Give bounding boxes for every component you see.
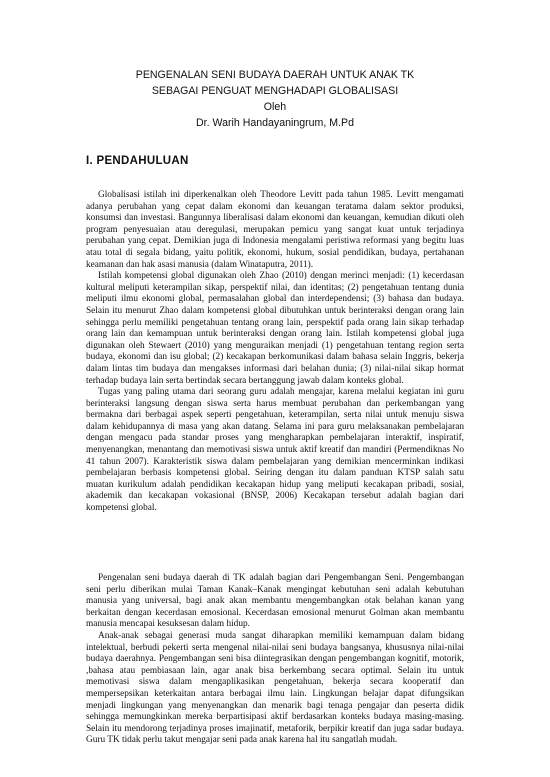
- body-text-block-2: [86, 573, 464, 747]
- body-text-block-1: [86, 190, 464, 515]
- section-heading: I. PENDAHULUAN: [86, 155, 189, 167]
- paragraph: Anak-anak sebagai generasi muda sangat diharapkan memiliki kemampuan dalam bidang intelektual, berbudi pekerti serta mengenal nilai-nilai seni budaya bangsanya, khususnya nilai-nilai budaya daerahnya. Pengembangan seni bisa diintegrasikan dengan pengembangan kognitif, motorik, ,bahasa atau pembiasaan lain, agar anak bisa berkembang secara optimal. Selain itu untuk memotivasi siswa dalam mengaplikasikan pengetahuan, bekerja secara kooperatif dan mempersepsikan keterkaitan antara berbagai ilmu lain. Lingkungan belajar dapat difungsikan menjadi lingkungan yang menyenangkan dan menarik bagi tenaga pengajar dan peserta didik sehingga memungkinkan mereka berpartisipasi aktif berdasarkan konteks budaya masing-masing. Selain itu mendorong terjadinya proses imajinatif, metaforik, berpikir kreatif dan juga sadar budaya. Guru TK tidak perlu takut mengajar seni pada anak karena hal itu sangatlah mudah.: [86, 630, 464, 746]
- paragraph: Tugas yang paling utama dari seorang guru adalah mengajar, karena melalui kegiatan ini guru berinteraksi langsung dengan siswa serta harus membuat perubahan dan perkembangan yang bermakna dari berbagai aspek seperti pengetahuan, keterampilan, serta nilai untuk menuju siswa dalam kehidupannya di masa yang akan datang. Selama ini para guru melaksanakan pembelajaran dengan mengacu pada standar proses yang mengharapkan pembelajaran interaktif, inspiratif, menyenangkan, menantang dan memotivasi siswa untuk aktif kreatif dan mandiri (Permendiknas No 41 tahun 2007). Karakteristik siswa dalam pembelajaran yang demikian mencerminkan indikasi pembelajaran berbasis kompetensi global. Seiring dengan itu dalam panduan KTSP salah satu muatan kurikulum adalah pendidikan kecakapan hidup yang meliputi kecakapan pribadi, sosial, akademik dan kecakapan vokasional (BNSP, 2006) Kecakapan tersebut adalah bagian dari kompetensi global.: [86, 387, 464, 514]
- paragraph: Pengenalan seni budaya daerah di TK adalah bagian dari Pengembangan Seni. Pengembangan seni perlu diberikan mulai Taman Kanak–Kanak mengingat kebutuhan seni adalah kebutuhan manusia yang universal, bagi anak akan membantu mengembangkan otak belahan kanan yang berkaitan dengan kecerdasan emosional. Kecerdasan emosional menurut Golman akan membantu manusia mencapai kesuksesan dalam hidup.: [86, 573, 464, 630]
- paper-title-line-1: PENGENALAN SENI BUDAYA DAERAH UNTUK ANAK TK: [135, 69, 415, 81]
- paragraph: Istilah kompetensi global digunakan oleh Zhao (2010) dengan merinci menjadi: (1) kecerdasan kultural meliputi keterampilan sikap, perspektif nilai, dan identitas; (2) pengetahuan tentang dunia meliputi ilmu ekonomi global, permasalahan global dan interdependensi; (3) bahasa dan budaya. Selain itu menurut Zhao dalam kompetensi global dibutuhkan untuk berinteraksi dengan orang lain sehingga perlu memiliki pengetahuan tentang orang lain, perspektif pada orang lain sikap terhadap orang lain dan kemampuan untuk berinteraksi dengan orang lain. Istilah kompetensi global juga digunakan oleh Stewaert (2010) yang menguraikan menjadi (1) pengetahuan tentang region serta budaya, ekonomi dan isu global; (2) kecakapan berkomunikasi dalam bahasa selain Inggris, bekerja dalam lintas tim budaya dan mengakses informasi dari belahan dunia; (3) nilai-nilai sikap hormat terhadap budaya lain serta bertindak secara bertanggung jawab dalam konteks global.: [86, 271, 464, 386]
- author-name: Dr. Warih Handayaningrum, M.Pd: [196, 117, 354, 129]
- paragraph: Globalisasi istilah ini diperkenalkan oleh Theodore Levitt pada tahun 1985. Levitt mengamati adanya perubahan yang cepat dalam ekonomi dan keuangan teratama dalam sektor produksi, konsumsi dan investasi. Bangunnya liberalisasi dalam ekonomi dan keuangan, kemudian dikuti oleh program penyesuaian atau deregulasi, merupakan pemicu yang sangat kuat untuk terjadinya perubahan yang cepat. Demikian juga di Indonesia mengalami peristiwa reformasi yang begitu luas atau total di segala bidang, yaitu politik, ekonomi, hukum, sosial pendidikan, budaya, pertahanan keamanan dan hak asasi manusia (dalam Winataputra, 2011).: [86, 190, 464, 270]
- title-block: [60, 67, 490, 131]
- paper-title-line-2: SEBAGAI PENGUAT MENGHADAPI GLOBALISASI: [151, 85, 399, 97]
- by-label: Oleh: [263, 101, 287, 113]
